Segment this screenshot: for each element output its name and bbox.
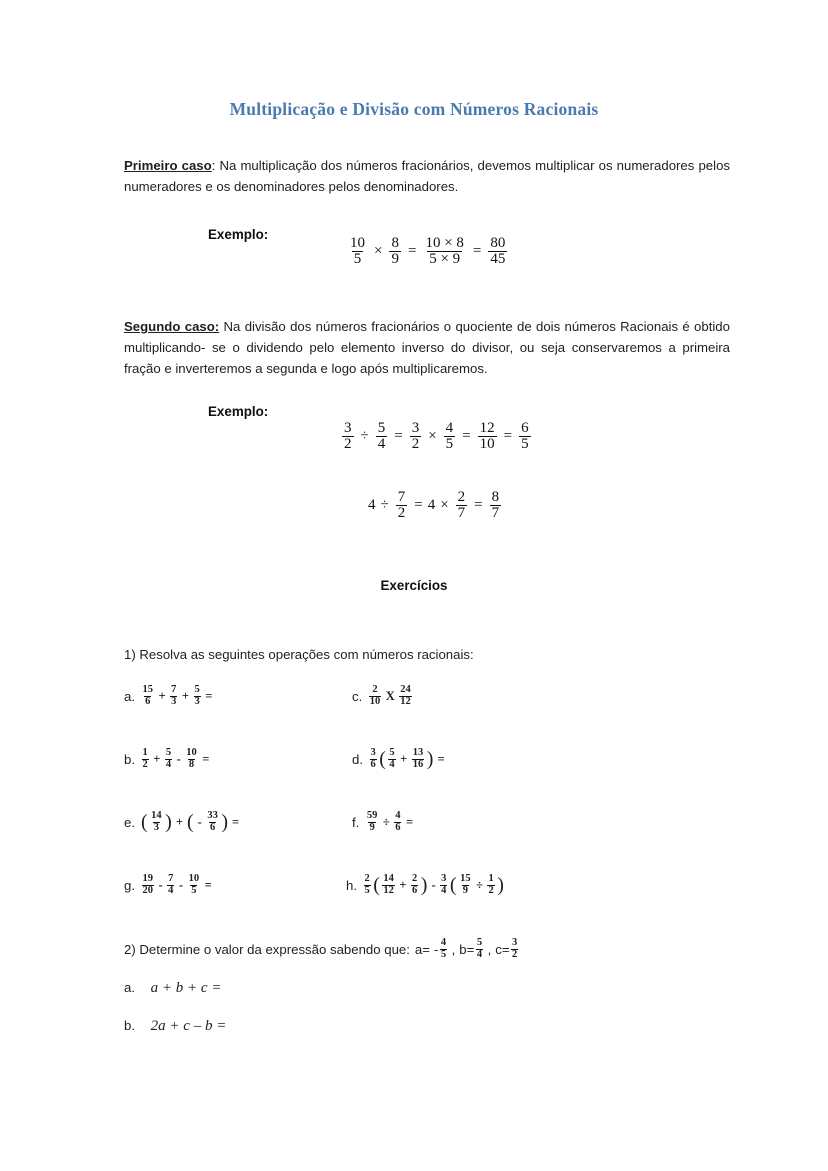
exercise-expression-b — [140, 748, 212, 770]
exercise-expression-c — [367, 685, 413, 707]
numerator: 7 — [168, 873, 174, 884]
fraction-8-9: $\frac{8}{9}$ — [391, 235, 399, 268]
math-operator: + — [181, 688, 189, 703]
denominator: 12 — [400, 695, 411, 707]
math-operator: + — [158, 688, 166, 703]
math-operator: + — [175, 814, 183, 829]
equals-operator-5: = — [503, 428, 513, 445]
numerator: 1 — [488, 873, 494, 884]
fraction-3-2-b: $\frac{3}{2}$ — [411, 420, 420, 453]
divide-operator-1: ÷ — [360, 428, 369, 445]
denominator: 5 — [191, 884, 197, 896]
fraction-7-2: $\frac{7}{2}$ — [397, 489, 406, 522]
fraction-80-45: $\frac{80}{45}$ — [490, 235, 506, 268]
fraction-10-5 — [188, 874, 201, 896]
example-label-1: Exemplo: — [208, 227, 269, 242]
denominator: 20 — [142, 884, 153, 896]
denominator: 6 — [145, 695, 151, 707]
numerator: 19 — [142, 873, 153, 884]
math-operator: ÷ — [476, 877, 483, 892]
exercise-tag-e: e. — [124, 814, 135, 830]
q2-c-label: c= — [495, 941, 510, 957]
q2-b-fraction: $\frac{5}{4}$ — [476, 937, 483, 960]
exercise-expression-h — [362, 874, 505, 896]
math-operator: = — [202, 751, 210, 766]
fraction-5-3 — [194, 685, 201, 707]
question-2-item-b — [124, 1018, 226, 1035]
exercise-tag-b: b. — [124, 751, 135, 767]
fraction-7-3 — [170, 685, 177, 707]
q2-separator-2: , — [487, 941, 492, 957]
q2-item-b-expression: 2a + c – b = — [150, 1018, 227, 1034]
exercise-item-e — [124, 811, 242, 833]
fraction-5-4 — [388, 748, 395, 770]
numerator: 15 — [460, 873, 471, 884]
fraction-13-16 — [412, 748, 425, 770]
parenthesis: ) — [426, 748, 434, 771]
exercise-tag-h: h. — [346, 877, 357, 893]
fraction-59-9 — [366, 811, 379, 833]
numerator: 2 — [364, 873, 370, 884]
exercise-expression-a — [140, 685, 215, 707]
math-operator: - — [176, 751, 181, 766]
fraction-14-12 — [382, 874, 395, 896]
fraction-5-4 — [165, 748, 172, 770]
denominator: 3 — [153, 821, 160, 833]
math-operator: + — [399, 877, 407, 892]
numerator: 5 — [389, 747, 395, 758]
denominator: 6 — [395, 821, 401, 833]
math-operator: + — [153, 751, 161, 766]
example-formula-2b — [368, 490, 503, 522]
fraction-2-7: $\frac{2}{7}$ — [457, 489, 466, 522]
parenthesis: ) — [420, 874, 428, 897]
denominator: 9 — [462, 884, 468, 896]
denominator: 5 — [364, 884, 370, 896]
multiply-operator-2: × — [428, 428, 437, 445]
parenthesis: ( — [449, 874, 457, 897]
fraction-2-5 — [364, 874, 371, 896]
exercise-expression-f — [364, 811, 416, 833]
numerator: 24 — [400, 684, 411, 695]
math-operator: = — [437, 751, 445, 766]
numerator: 10 — [186, 747, 197, 758]
multiply-operator: × — [374, 243, 383, 260]
q2-b-label: b= — [459, 941, 475, 957]
parenthesis: ) — [165, 811, 172, 834]
parenthesis: ( — [141, 811, 148, 834]
numerator: 3 — [370, 747, 376, 758]
fraction-24-12 — [399, 685, 412, 707]
numerator: 10 — [188, 873, 200, 884]
equals-operator-1: = — [407, 243, 417, 260]
math-operator: X — [385, 688, 395, 703]
exercise-tag-a: a. — [124, 688, 135, 704]
equals-operator-3: = — [394, 428, 403, 445]
first-case-paragraph — [124, 155, 730, 197]
exercise-tag-g: g. — [124, 877, 135, 893]
denominator: 2 — [142, 758, 148, 770]
exercises-heading: Exercícios — [380, 578, 448, 593]
denominator: 10 — [369, 695, 381, 707]
q2-a-fraction: $\frac{4}{5}$ — [440, 937, 447, 960]
equals-operator-7: = — [474, 497, 483, 514]
first-case-colon: : — [211, 158, 216, 173]
second-case-text: Na divisão dos números fracionários o quociente de dois números Racionais é obtido multiplicando- se o dividendo pelo elemento inverso do divisor, ou seja conservaremos a primeira fração e inverteremos a segunda e logo após multiplicaremos. — [124, 319, 730, 376]
denominator: 3 — [171, 695, 177, 707]
exercise-tag-f: f. — [352, 814, 360, 830]
math-operator: = — [405, 814, 414, 829]
parenthesis: ) — [221, 811, 228, 834]
exercise-item-g — [124, 874, 215, 896]
fraction-3-4 — [440, 874, 447, 896]
second-case-paragraph — [124, 316, 730, 379]
question-2-item-a — [124, 980, 221, 997]
numerator: 5 — [165, 747, 172, 758]
fraction-15-9 — [459, 874, 472, 896]
exercise-expression-g — [140, 874, 215, 896]
math-operator: - — [178, 877, 184, 892]
exercise-item-c — [352, 685, 413, 707]
exercise-item-d — [352, 748, 448, 770]
numerator: 59 — [366, 810, 378, 821]
exercise-item-h — [346, 874, 505, 896]
fraction-5-4: $\frac{5}{4}$ — [377, 420, 386, 453]
denominator: 6 — [370, 758, 376, 770]
fraction-4-5: $\frac{4}{5}$ — [445, 420, 454, 453]
parenthesis: ( — [373, 874, 380, 897]
fraction-2-6 — [411, 874, 418, 896]
numerator: 7 — [171, 684, 177, 695]
numerator: 5 — [194, 684, 200, 695]
example-label-2: Exemplo: — [208, 404, 269, 419]
numerator: 14 — [151, 810, 162, 821]
exercise-expression-e — [140, 811, 242, 833]
fraction-4-6 — [394, 811, 401, 833]
parenthesis: ) — [497, 874, 504, 897]
numerator: 2 — [412, 873, 418, 884]
numerator: 1 — [142, 747, 148, 758]
q2-item-a-expression: a + b + c = — [150, 980, 222, 996]
fraction-15-6 — [142, 685, 155, 707]
first-case-text: Na multiplicação dos números fracionários, devemos multiplicar os numeradores pelos numeradores e os denominadores pelos denominadores. — [124, 158, 730, 194]
q2-item-a-tag: a. — [124, 980, 135, 995]
q2-c-fraction: $\frac{3}{2}$ — [512, 937, 518, 960]
q2-a-sign: - — [433, 941, 439, 957]
exercise-expression-d — [368, 748, 448, 770]
equals-operator-2: = — [472, 243, 482, 260]
math-operator: = — [204, 877, 212, 892]
math-operator: = — [231, 814, 240, 829]
exercise-item-a — [124, 685, 215, 707]
math-operator: + — [400, 751, 408, 766]
fraction-product-expanded: $\frac{10 \times 8}{5 \times 9}$ — [425, 235, 464, 268]
exercise-tag-d: d. — [352, 751, 363, 767]
whole-number-4a: 4 — [368, 497, 376, 514]
fraction-12-10: $\frac{12}{10}$ — [479, 420, 495, 453]
fraction-1-2 — [142, 748, 149, 770]
first-case-lead: Primeiro caso — [124, 158, 212, 173]
fraction-1-2 — [487, 874, 494, 896]
q2-item-b-tag: b. — [124, 1018, 135, 1033]
exercise-item-f — [352, 811, 416, 833]
numerator: 33 — [207, 810, 218, 821]
fraction-33-6 — [206, 811, 219, 833]
denominator: 4 — [168, 884, 174, 896]
numerator: 15 — [142, 684, 153, 695]
fraction-19-20 — [142, 874, 155, 896]
equals-operator-4: = — [462, 428, 471, 445]
numerator: 14 — [383, 873, 394, 884]
page-title: Multiplicação e Divisão com Números Racionais — [229, 99, 599, 119]
math-operator: = — [205, 688, 213, 703]
q2-separator-1: , — [451, 941, 456, 957]
numerator: 2 — [372, 684, 378, 695]
fraction-6-5: $\frac{6}{5}$ — [521, 420, 529, 453]
denominator: 3 — [194, 695, 200, 707]
math-operator: - — [431, 877, 436, 892]
fraction-14-3 — [150, 811, 163, 833]
example-formula-1 — [346, 236, 509, 268]
denominator: 4 — [441, 884, 447, 896]
question-2-prompt-row — [124, 938, 520, 960]
numerator: 13 — [412, 747, 424, 758]
exercise-tag-c: c. — [352, 688, 363, 704]
denominator: 4 — [389, 758, 395, 770]
q2-a-label: a= — [414, 941, 430, 957]
fraction-3-2: $\frac{3}{2}$ — [344, 420, 352, 453]
second-case-lead: Segundo caso: — [124, 319, 220, 334]
math-operator: - — [158, 877, 163, 892]
question-1-prompt: 1) Resolva as seguintes operações com números racionais: — [124, 647, 474, 662]
math-operator: ÷ — [382, 814, 390, 829]
fraction-7-4 — [167, 874, 174, 896]
denominator: 9 — [369, 821, 375, 833]
parenthesis: ( — [379, 748, 386, 771]
denominator: 6 — [412, 884, 418, 896]
fraction-8-7: $\frac{8}{7}$ — [491, 489, 500, 522]
denominator: 12 — [383, 884, 394, 896]
math-operator: - — [197, 814, 202, 829]
denominator: 8 — [188, 758, 195, 770]
numerator: 3 — [441, 873, 447, 884]
denominator: 6 — [209, 821, 216, 833]
divide-operator-2: ÷ — [380, 497, 389, 514]
denominator: 2 — [488, 884, 494, 896]
denominator: 4 — [165, 758, 172, 770]
whole-number-4b: 4 — [427, 497, 436, 514]
exercise-item-b — [124, 748, 212, 770]
parenthesis: ( — [186, 811, 194, 834]
fraction-3-6 — [370, 748, 377, 770]
fraction-10-5: $\frac{10}{5}$ — [350, 235, 365, 268]
numerator: 4 — [395, 810, 401, 821]
multiply-operator-3: × — [440, 497, 449, 514]
fraction-10-8 — [185, 748, 198, 770]
equals-operator-6: = — [414, 497, 423, 514]
fraction-2-10 — [369, 685, 382, 707]
question-2-prompt: 2) Determine o valor da expressão sabendo que: — [124, 941, 410, 957]
denominator: 16 — [412, 758, 424, 770]
example-formula-2a — [340, 421, 533, 453]
